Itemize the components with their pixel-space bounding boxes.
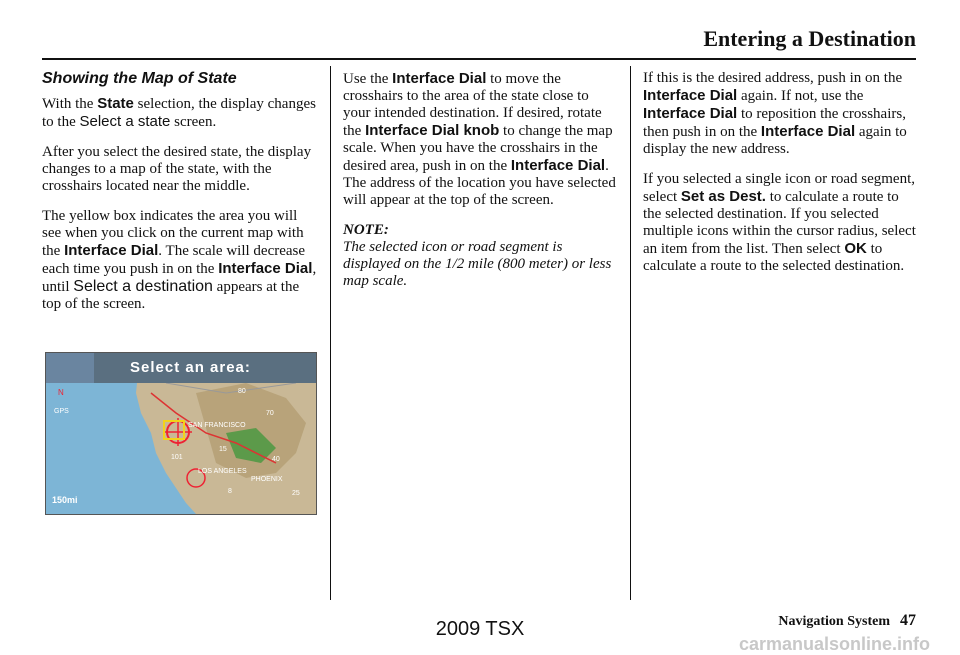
map-label-phoenix: PHOENIX (251, 476, 283, 483)
paragraph-1 (643, 70, 919, 158)
map-side-panel (46, 353, 94, 383)
keyword: Set as Dest. (680, 188, 766, 205)
text: If this is the desired address, push in on the (643, 70, 903, 86)
text: appears at the top of the screen. (42, 279, 300, 312)
page-number: 47 (900, 612, 916, 629)
keyword: Interface Dial (643, 87, 738, 104)
text: to change the map scale. When you have the crosshairs in the desired area, push in on the (343, 123, 613, 174)
keyword: Interface Dial (510, 157, 606, 174)
keyword: Interface Dial (643, 105, 738, 122)
route-shield: 80 (238, 388, 246, 395)
route-shield: 101 (171, 454, 183, 461)
text: The yellow box indicates the area you will see when you click on the current map with the (42, 208, 304, 259)
map-scale: 150mi (52, 495, 78, 505)
text: screen. (170, 114, 217, 130)
paragraph-1 (42, 95, 320, 131)
text: Use the (343, 71, 393, 87)
text: to calculate a route to the selected destination. (643, 241, 905, 274)
gps-indicator: GPS (54, 408, 69, 415)
column-3 (643, 70, 919, 288)
keyword: Interface Dial (760, 123, 856, 140)
text: With the (42, 96, 98, 112)
column-divider (330, 66, 331, 600)
keyword: State (97, 95, 134, 112)
route-shield: 15 (219, 446, 227, 453)
route-shield: 25 (292, 490, 300, 497)
text: selection, the display changes to the (42, 96, 316, 130)
keyword: Interface Dial (64, 242, 159, 259)
text: to reposition the crosshairs, then push in on the (643, 106, 906, 140)
column-2 (343, 70, 619, 290)
note-heading: NOTE: (343, 222, 389, 238)
column-1 (42, 66, 320, 326)
text: If you selected a single icon or road segment, select (643, 171, 915, 205)
keyword: OK (844, 240, 867, 257)
route-shield: 8 (228, 488, 232, 495)
north-indicator: N (58, 388, 64, 397)
map-screenshot (45, 352, 317, 515)
route-shield: 40 (272, 456, 280, 463)
text: again to display the new address. (643, 124, 907, 157)
keyword: Interface Dial (218, 260, 313, 277)
keyword: Select a state (79, 113, 171, 130)
watermark: carmanualsonline.info (738, 634, 930, 654)
text: again. If not, use the (737, 88, 864, 104)
header-rule (42, 58, 916, 60)
text: to move the crosshairs to the area of the state close to your intended destination. If desired, rotate the (343, 71, 602, 139)
paragraph-2: After you select the desired state, the display changes to a map of the state, with the crosshairs located near the middle. (42, 144, 312, 194)
text: , until (42, 261, 317, 295)
keyword: Interface Dial knob (365, 122, 500, 139)
column-divider (630, 66, 631, 600)
paragraph-2 (643, 171, 919, 275)
map-label-la: LOS ANGELES (198, 468, 247, 475)
keyword: Interface Dial (392, 70, 487, 87)
map-label-sf: SAN FRANCISCO (188, 422, 246, 429)
text: to calculate a route to the selected destination. If you selected multiple icons within the cursor radius, select an item from the list. Then select (643, 189, 916, 257)
paragraph-3 (42, 208, 320, 313)
footer-model: 2009 TSX (435, 618, 525, 640)
note-text: The selected icon or road segment is displayed on the 1/2 mile (800 meter) or less map scale. (343, 239, 612, 289)
keyword: Select a destination (73, 278, 213, 295)
map-screen-title: Select an area: (94, 353, 316, 383)
page-header-title: Entering a Destination (703, 26, 916, 51)
paragraph-1 (343, 70, 619, 209)
route-shield: 70 (266, 410, 274, 417)
text: . The address of the location you have selected will appear at the top of the screen. (343, 158, 616, 208)
text: . The scale will decrease each time you push in on the (42, 243, 306, 277)
section-heading: Showing the Map of State (42, 70, 237, 87)
footer-section: Navigation System (778, 614, 890, 629)
